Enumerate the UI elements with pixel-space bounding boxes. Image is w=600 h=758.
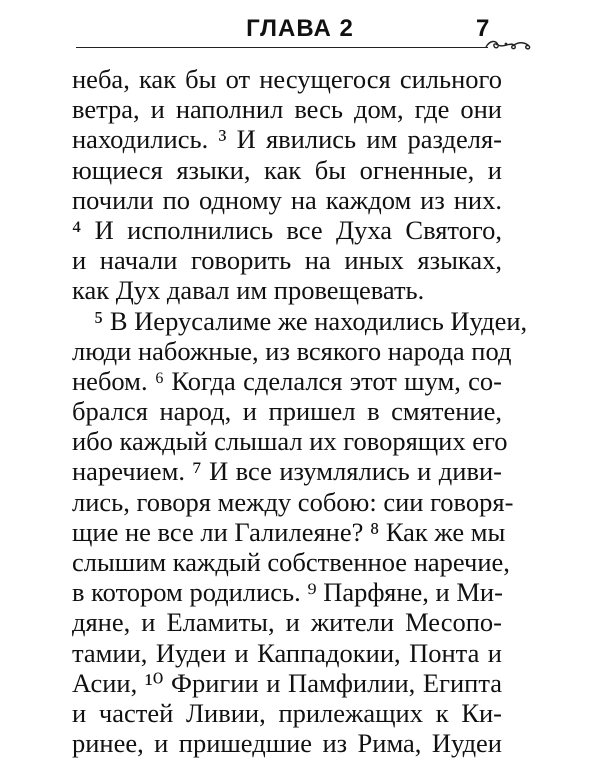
text-line: почили по одному на каждом из них. <box>72 184 502 215</box>
text-line: и начали говорить на иных языках, <box>72 245 502 276</box>
body-text <box>72 64 528 758</box>
text-line: брался народ, и пришел в смятение, <box>72 396 502 427</box>
text-line: щие не все ли Галилеяне? ⁸ Как же мы <box>72 516 506 547</box>
text-line: Асии, ¹⁰ Фригии и Памфилии, Египта <box>72 667 502 698</box>
page-number: 7 <box>476 15 490 42</box>
text-line: наречием. ⁷ И все изумлялись и диви- <box>72 456 502 487</box>
text-line: тамии, Иудеи и Каппадокии, Понта и <box>72 637 502 668</box>
header-rule <box>76 47 488 48</box>
text-line: люди набожные, из всякого народа под <box>72 335 512 366</box>
text-line: лись, говоря между собою: сии говоря- <box>72 486 514 517</box>
text-line: слышим каждый собственное наречие, <box>72 547 510 577</box>
text-line: ветра, и наполнил весь дом, где они <box>72 94 502 125</box>
text-line: в котором родились. ⁹ Парфяне, и Ми- <box>72 577 503 608</box>
text-line: ющиеся языки, как бы огненные, и <box>72 154 502 185</box>
text-line: ибо каждый слышал их говорящих его <box>72 426 508 457</box>
page-header <box>0 0 600 60</box>
text-line: небом. ⁶ Когда сделался этот шум, со- <box>72 365 502 396</box>
text-line: и частей Ливии, прилежащих к Ки- <box>72 697 502 728</box>
text-line: ринее, и пришедшие из Рима, Иудеи <box>72 728 502 758</box>
text-line: ⁴ И исполнились все Духа Святого, <box>72 214 502 245</box>
text-line: ⁵ В Иерусалиме же находились Иудеи, <box>94 305 528 336</box>
flourish-ornament-icon <box>484 36 534 52</box>
text-line: дяне, и Еламиты, и жители Месопо- <box>72 607 502 638</box>
text-line: находились. ³ И явились им разделя- <box>72 124 502 155</box>
chapter-title: ГЛАВА 2 <box>246 15 354 42</box>
text-line: неба, как бы от несущегося сильного <box>72 64 502 94</box>
text-line: как Дух давал им провещевать. <box>72 275 425 306</box>
